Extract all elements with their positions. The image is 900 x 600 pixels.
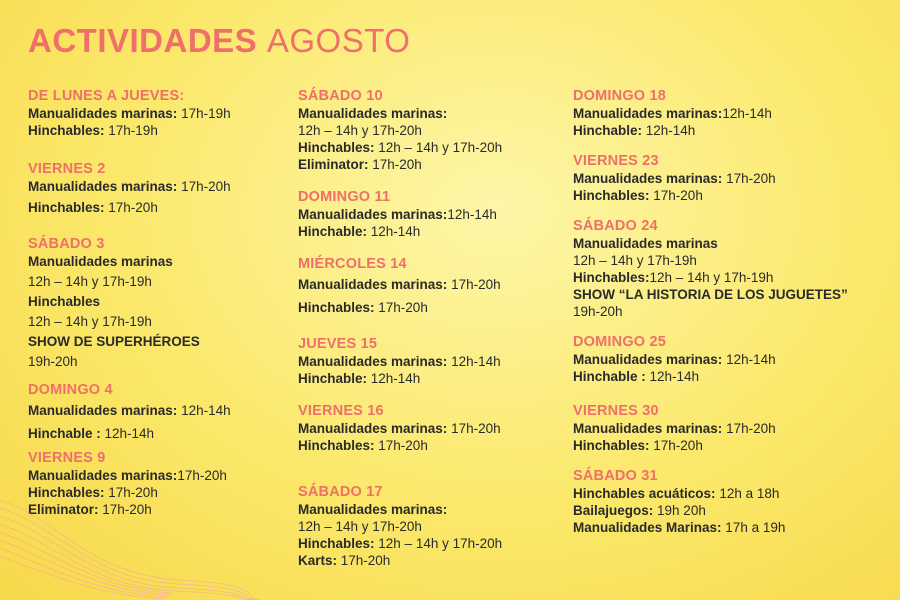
activity-line [573, 187, 893, 204]
activity-line [298, 122, 563, 139]
activity-name: Hinchables: [573, 188, 650, 203]
day-heading: VIERNES 9 [28, 450, 106, 466]
activity-line [28, 273, 288, 290]
page-title [28, 22, 410, 60]
activity-time: 17h-20h [649, 188, 703, 203]
day-block [298, 336, 563, 387]
activity-line [298, 299, 563, 316]
activity-name: Manualidades marinas: [28, 468, 178, 483]
day-block [298, 484, 563, 569]
day-heading: VIERNES 23 [573, 153, 659, 169]
activity-name: Manualidades marinas: [298, 106, 448, 121]
activity-name: Hinchable: [298, 224, 368, 239]
activity-time: 17h-20h [368, 157, 422, 172]
activity-time: 12h – 14h y 17h-19h [28, 274, 152, 289]
activity-name: Manualidades Marinas: [573, 520, 722, 535]
activity-time: 12h-14h [447, 354, 501, 369]
activity-name: Hinchables: [298, 438, 375, 453]
day-heading: VIERNES 16 [298, 403, 384, 419]
activity-time: 17h-20h [104, 485, 158, 500]
activity-time: 12h – 14h y 17h-19h [573, 253, 697, 268]
activity-time: 12h-14h [177, 403, 231, 418]
activity-time: 12h-14h [642, 123, 696, 138]
activity-time: 12h – 14h y 17h-20h [374, 140, 503, 155]
activity-name: Hinchable : [28, 426, 101, 441]
activity-line [28, 402, 288, 419]
activity-name: Hinchables: [28, 485, 105, 500]
day-heading: DOMINGO 18 [573, 88, 667, 104]
day-heading: DE LUNES A JUEVES: [28, 88, 185, 104]
day-block [298, 403, 563, 454]
activity-time: 17h-20h [722, 171, 776, 186]
activity-name: Hinchables: [298, 536, 375, 551]
activity-name: Manualidades marinas: [573, 421, 723, 436]
activity-line [573, 105, 893, 122]
activity-name: Karts: [298, 553, 338, 568]
activity-time: 17h-20h [447, 277, 501, 292]
day-block [573, 334, 893, 385]
activity-line [28, 425, 288, 442]
day-heading: SÁBADO 10 [298, 88, 383, 104]
activity-line [28, 293, 288, 310]
activity-line [298, 223, 563, 240]
day-block [573, 218, 893, 320]
activity-time: 17h-20h [98, 502, 152, 517]
day-heading: JUEVES 15 [298, 336, 378, 352]
activity-line [298, 437, 563, 454]
title-bold: ACTIVIDADES [28, 22, 258, 59]
activity-line [573, 485, 893, 502]
activity-name: Manualidades marinas: [28, 403, 178, 418]
activity-name: Manualidades marinas [28, 254, 173, 269]
day-heading: SÁBADO 24 [573, 218, 658, 234]
activity-name: Manualidades marinas: [573, 171, 723, 186]
activity-line [573, 502, 893, 519]
activity-time: 12h – 14h y 17h-20h [298, 519, 422, 534]
day-block [28, 88, 288, 139]
day-block [573, 153, 893, 204]
day-heading: DOMINGO 25 [573, 334, 667, 350]
activity-line [28, 253, 288, 270]
activity-line [28, 199, 288, 216]
activity-time: 12h-14h [447, 207, 497, 222]
day-block [28, 236, 288, 370]
activity-name: Manualidades marinas: [28, 106, 178, 121]
activity-time: 17h-20h [649, 438, 703, 453]
activity-time: 17h-20h [722, 421, 776, 436]
activity-time: 17h-20h [374, 438, 428, 453]
day-block [298, 256, 563, 316]
activity-line [573, 269, 893, 286]
activity-name: Manualidades marinas: [28, 179, 178, 194]
activity-time: 17h-19h [104, 123, 158, 138]
day-block [28, 382, 288, 442]
activity-name: SHOW “LA HISTORIA DE LOS JUGUETES” [573, 287, 848, 302]
activity-name: Manualidades marinas: [573, 106, 723, 121]
activity-line [28, 353, 288, 370]
activity-time: 12h-14h [645, 369, 700, 384]
activity-line [28, 122, 288, 139]
activity-name: Manualidades marinas: [298, 502, 448, 517]
activity-line [298, 518, 563, 535]
activity-line [298, 206, 563, 223]
day-heading: VIERNES 2 [28, 161, 106, 177]
activity-line [573, 252, 893, 269]
day-block [28, 161, 288, 216]
activity-time: 19h-20h [28, 354, 78, 369]
activity-name: Manualidades marinas: [573, 352, 723, 367]
activity-line [298, 353, 563, 370]
activity-name: Manualidades marinas [573, 236, 718, 251]
day-block [573, 468, 893, 536]
activity-name: Manualidades marinas: [298, 207, 448, 222]
activity-time: 12h-14h [100, 426, 155, 441]
day-heading: DOMINGO 11 [298, 189, 391, 205]
activity-name: Hinchables: [573, 438, 650, 453]
day-block [573, 88, 893, 139]
activity-time: 12h-14h [367, 371, 421, 386]
day-block [573, 403, 893, 454]
activity-line [573, 235, 893, 252]
activity-time: 17h-19h [177, 106, 231, 121]
activity-line [298, 276, 563, 293]
activity-name: Hinchables: [573, 270, 650, 285]
activity-line [28, 178, 288, 195]
activity-name: Hinchable : [573, 369, 646, 384]
activity-time: 12h – 14h y 17h-20h [298, 123, 422, 138]
activity-line [298, 501, 563, 518]
activity-time: 17h-20h [104, 200, 158, 215]
activity-name: Hinchable: [573, 123, 643, 138]
activity-name: SHOW DE SUPERHÉROES [28, 334, 200, 349]
activity-line [573, 170, 893, 187]
activity-time: 12h-14h [722, 352, 776, 367]
schedule-column-2 [298, 88, 563, 569]
activity-name: Bailajuegos: [573, 503, 654, 518]
activity-line [298, 552, 563, 569]
activity-name: Hinchable: [298, 371, 368, 386]
schedule-column-3 [573, 88, 893, 536]
activity-time: 12h a 18h [715, 486, 780, 501]
day-heading: VIERNES 30 [573, 403, 659, 419]
activity-line [573, 519, 893, 536]
activity-line [298, 139, 563, 156]
activity-name: Hinchables: [298, 300, 375, 315]
activity-name: Hinchables: [28, 123, 105, 138]
activity-time: 12h – 14h y 17h-19h [649, 270, 774, 285]
activity-line [28, 313, 288, 330]
activity-line [573, 420, 893, 437]
activity-name: Manualidades marinas: [298, 421, 448, 436]
day-heading: MIÉRCOLES 14 [298, 256, 407, 272]
activity-line [298, 156, 563, 173]
activity-line [573, 122, 893, 139]
activity-time: 12h-14h [722, 106, 772, 121]
schedule-column-1 [28, 88, 288, 518]
activity-time: 17h-20h [337, 553, 391, 568]
activity-time: 17h-20h [177, 179, 231, 194]
activity-line [28, 105, 288, 122]
activity-time: 17h a 19h [721, 520, 786, 535]
activity-name: Hinchables: [28, 200, 105, 215]
activity-line [298, 105, 563, 122]
activity-line [573, 368, 893, 385]
activity-name: Eliminator: [298, 157, 369, 172]
day-heading: SÁBADO 3 [28, 236, 105, 252]
decorative-wave-lines [0, 480, 260, 600]
activity-line [573, 303, 893, 320]
activity-line [298, 535, 563, 552]
activity-name: Eliminator: [28, 502, 99, 517]
activity-name: Hinchables: [298, 140, 375, 155]
title-month: AGOSTO [266, 22, 411, 59]
activity-line [28, 333, 288, 350]
activity-name: Hinchables acuáticos: [573, 486, 716, 501]
activity-line [573, 286, 893, 303]
activity-time: 12h – 14h y 17h-19h [28, 314, 152, 329]
activity-name: Hinchables [28, 294, 101, 309]
day-heading: SÁBADO 31 [573, 468, 658, 484]
activity-time: 12h – 14h y 17h-20h [374, 536, 503, 551]
activity-line [573, 351, 893, 368]
activity-name: Manualidades marinas: [298, 277, 448, 292]
day-heading: SÁBADO 17 [298, 484, 383, 500]
activity-time: 17h-20h [447, 421, 501, 436]
activity-line [298, 420, 563, 437]
activity-time: 19h-20h [573, 304, 623, 319]
activity-time: 17h-20h [374, 300, 428, 315]
day-block [298, 189, 563, 240]
activity-line [573, 437, 893, 454]
activity-time: 19h 20h [653, 503, 706, 518]
day-heading: DOMINGO 4 [28, 382, 113, 398]
activity-time: 12h-14h [367, 224, 421, 239]
activity-time: 17h-20h [177, 468, 227, 483]
activity-name: Manualidades marinas: [298, 354, 448, 369]
day-block [298, 88, 563, 173]
activity-line [298, 370, 563, 387]
